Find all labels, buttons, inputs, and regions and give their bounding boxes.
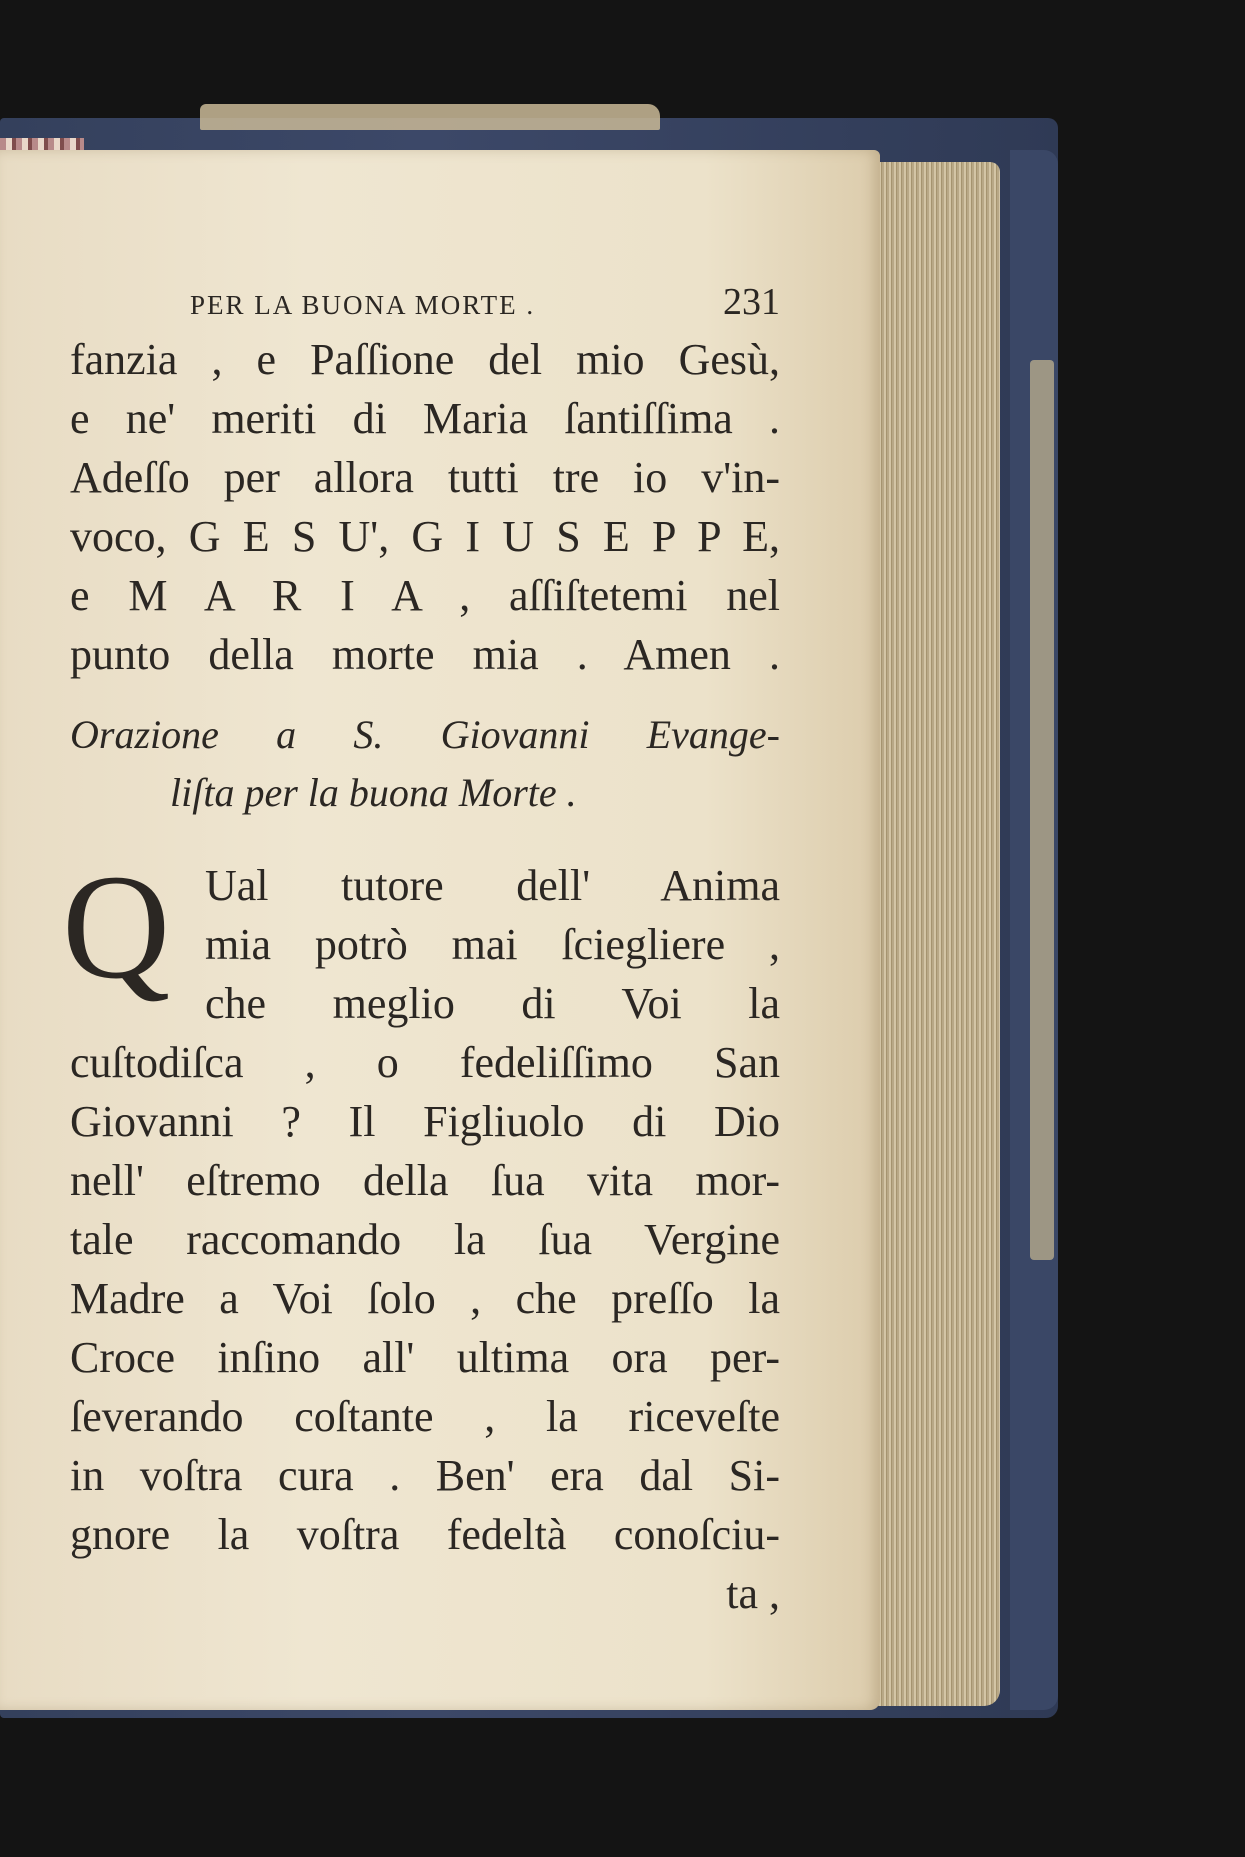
running-header [70, 280, 780, 324]
page-edges [872, 162, 1000, 1706]
text-line: e ne' meriti di Maria ſantiſſima . [70, 394, 780, 443]
section-heading-line-1: Orazione a S. Giovanni Evange- [70, 712, 780, 757]
text-line: fanzia , e Paſſione del mio Gesù, [70, 335, 780, 384]
text-line: e M A R I A , aſſiſtetemi nel [70, 571, 780, 620]
running-title: PER LA BUONA MORTE . [190, 290, 536, 320]
text-line: in voſtra cura . Ben' era dal Si- [70, 1451, 780, 1500]
body-paragraph [70, 330, 780, 684]
cover-damage [200, 104, 660, 130]
text-line: ſeverando coſtante , la riceveſte [70, 1392, 780, 1441]
text-line: Croce inſino all' ultima ora per- [70, 1333, 780, 1382]
text-line: che meglio di Voi la [205, 979, 780, 1028]
text-line: Madre a Voi ſolo , che preſſo la [70, 1274, 780, 1323]
text-line: Ual tutore dell' Anima [205, 861, 780, 910]
text-line: tale raccomando la ſua Vergine [70, 1215, 780, 1264]
text-line: gnore la voſtra fedeltà conoſciu- [70, 1510, 780, 1559]
page-text [62, 280, 780, 1623]
text-line: mia potrò mai ſciegliere , [205, 920, 780, 969]
text-line: nell' eſtremo della ſua vita mor- [70, 1156, 780, 1205]
section-heading-line-2: liſta per la buona Morte . [170, 770, 577, 815]
catchword: ta , [726, 1569, 780, 1618]
spine-paper-remnant [1030, 360, 1054, 1260]
text-line: voco, G E S U', G I U S E P P E, [70, 512, 780, 561]
prayer-paragraph [62, 844, 780, 1623]
drop-cap: Q [62, 844, 171, 1010]
text-line: Giovanni ? Il Figliuolo di Dio [70, 1097, 780, 1146]
text-line: Adeſſo per allora tutti tre io v'in- [70, 453, 780, 502]
text-line: cuſtodiſca , o fedeliſſimo San [70, 1038, 780, 1087]
text-line: punto della morte mia . Amen . [70, 630, 780, 679]
page-number: 231 [723, 281, 780, 323]
